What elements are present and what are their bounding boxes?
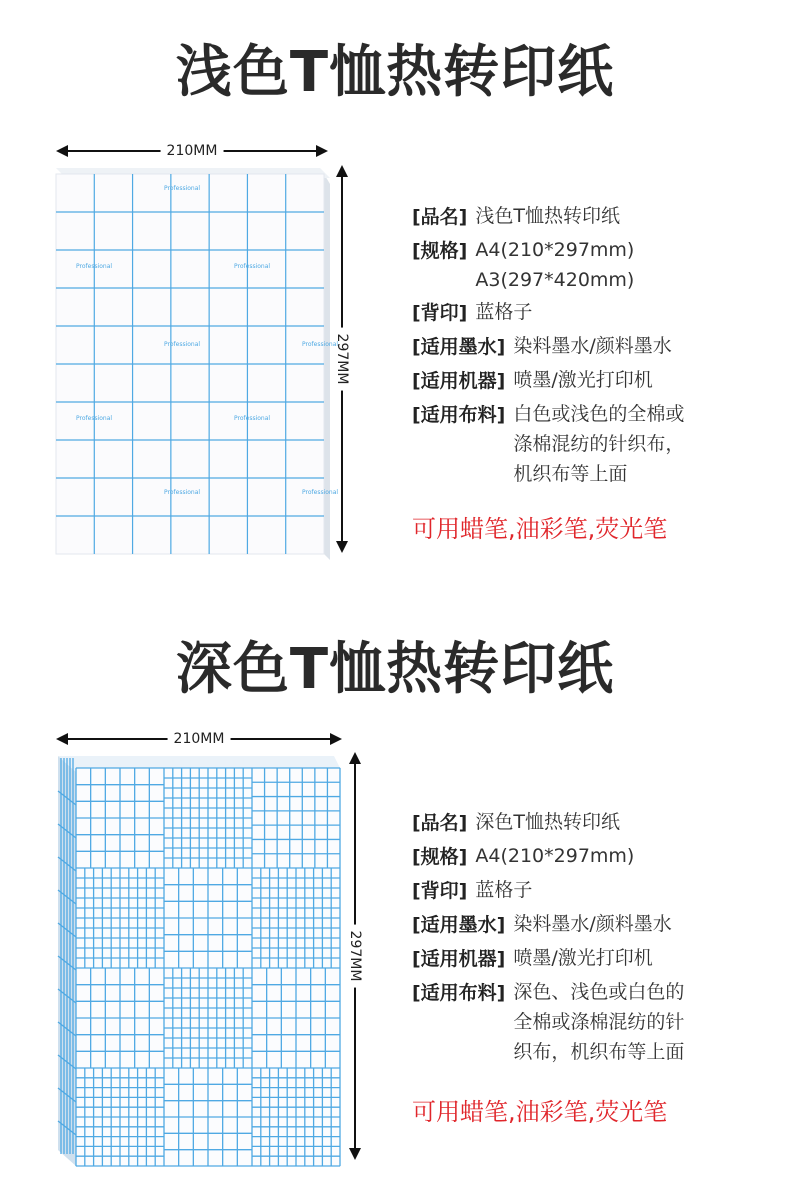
spec-key: [背印] (412, 880, 468, 902)
light-width-label: 210MM (161, 141, 224, 161)
light-spec-list (412, 201, 684, 491)
dark-width-label: 210MM (168, 729, 231, 749)
spec-key: [适用墨水] (412, 336, 506, 358)
spec-value: 喷墨/激光打印机 (513, 947, 653, 969)
arrow-down-icon (336, 541, 348, 553)
arrow-up-icon (349, 752, 361, 764)
spec-key: [品名] (412, 812, 468, 834)
watermark-text: Professional (164, 341, 201, 348)
spec-value: 浅色T恤热转印纸 (475, 205, 620, 227)
spec-value: 全棉或涤棉混纺的针 (513, 1011, 685, 1033)
dark-height-dimension (345, 754, 365, 1158)
spec-key: [适用布料] (412, 404, 506, 426)
watermark-text: Professional (76, 415, 113, 422)
dark-paper-sample (58, 754, 340, 1166)
watermark-text: Professional (164, 185, 201, 192)
spec-row (412, 201, 684, 233)
light-height-label: 297MM (332, 328, 352, 391)
spec-row (412, 331, 684, 363)
spec-key: [适用机器] (412, 370, 506, 392)
light-width-dimension (58, 141, 326, 161)
dark-usage-note: 可用蜡笔,油彩笔,荧光笔 (412, 1098, 668, 1126)
dark-width-dimension (58, 729, 340, 749)
spec-value: 涤棉混纺的针织布， (513, 433, 685, 455)
spec-key: [适用布料] (412, 982, 506, 1004)
dark-height-label: 297MM (345, 925, 365, 988)
arrow-down-icon (349, 1148, 361, 1160)
spec-row (412, 365, 684, 397)
spec-value: 深色、浅色或白色的 (513, 981, 685, 1003)
spec-key: [规格] (412, 846, 468, 868)
spec-row (412, 297, 684, 329)
spec-key: [品名] (412, 206, 468, 228)
spec-value: 白色或浅色的全棉或 (513, 403, 685, 425)
light-paper-sample (52, 168, 339, 560)
spec-row (412, 943, 684, 975)
spec-value: 染料墨水/颜料墨水 (513, 913, 672, 935)
spec-row (412, 875, 684, 907)
spec-row (412, 807, 684, 839)
spec-value: 喷墨/激光打印机 (513, 369, 653, 391)
spec-row (412, 841, 684, 873)
spec-row (412, 235, 684, 295)
watermark-text: Professional (164, 489, 201, 496)
dark-spec-list (412, 807, 684, 1069)
watermark-text: Professional (302, 341, 339, 348)
spec-key: [背印] (412, 302, 468, 324)
watermark-text: Professional (76, 263, 113, 270)
spec-value: 深色T恤热转印纸 (475, 811, 620, 833)
arrow-left-icon (56, 733, 68, 745)
arrow-right-icon (316, 145, 328, 157)
spec-value: A4(210*297mm) (475, 239, 635, 261)
spec-value: 蓝格子 (475, 879, 533, 901)
spec-key: [适用墨水] (412, 914, 506, 936)
light-usage-note: 可用蜡笔,油彩笔,荧光笔 (412, 515, 668, 543)
spec-row (412, 977, 684, 1067)
spec-row (412, 399, 684, 489)
watermark-text: Professional (302, 489, 339, 496)
spec-value: A3(297*420mm) (475, 269, 635, 291)
light-paper-title: 浅色T恤热转印纸 (175, 40, 615, 105)
spec-key: [适用机器] (412, 948, 506, 970)
arrow-up-icon (336, 165, 348, 177)
spec-value: 蓝格子 (475, 301, 533, 323)
dark-paper-title: 深色T恤热转印纸 (175, 637, 615, 702)
arrow-right-icon (330, 733, 342, 745)
watermark-text: Professional (234, 263, 271, 270)
spec-key: [规格] (412, 240, 468, 262)
spec-row (412, 909, 684, 941)
spec-value: 机织布等上面 (513, 463, 628, 485)
watermark-text: Professional (234, 415, 271, 422)
arrow-left-icon (56, 145, 68, 157)
spec-value: A4(210*297mm) (475, 845, 635, 867)
spec-value: 染料墨水/颜料墨水 (513, 335, 672, 357)
spec-value: 织布，机织布等上面 (513, 1041, 685, 1063)
